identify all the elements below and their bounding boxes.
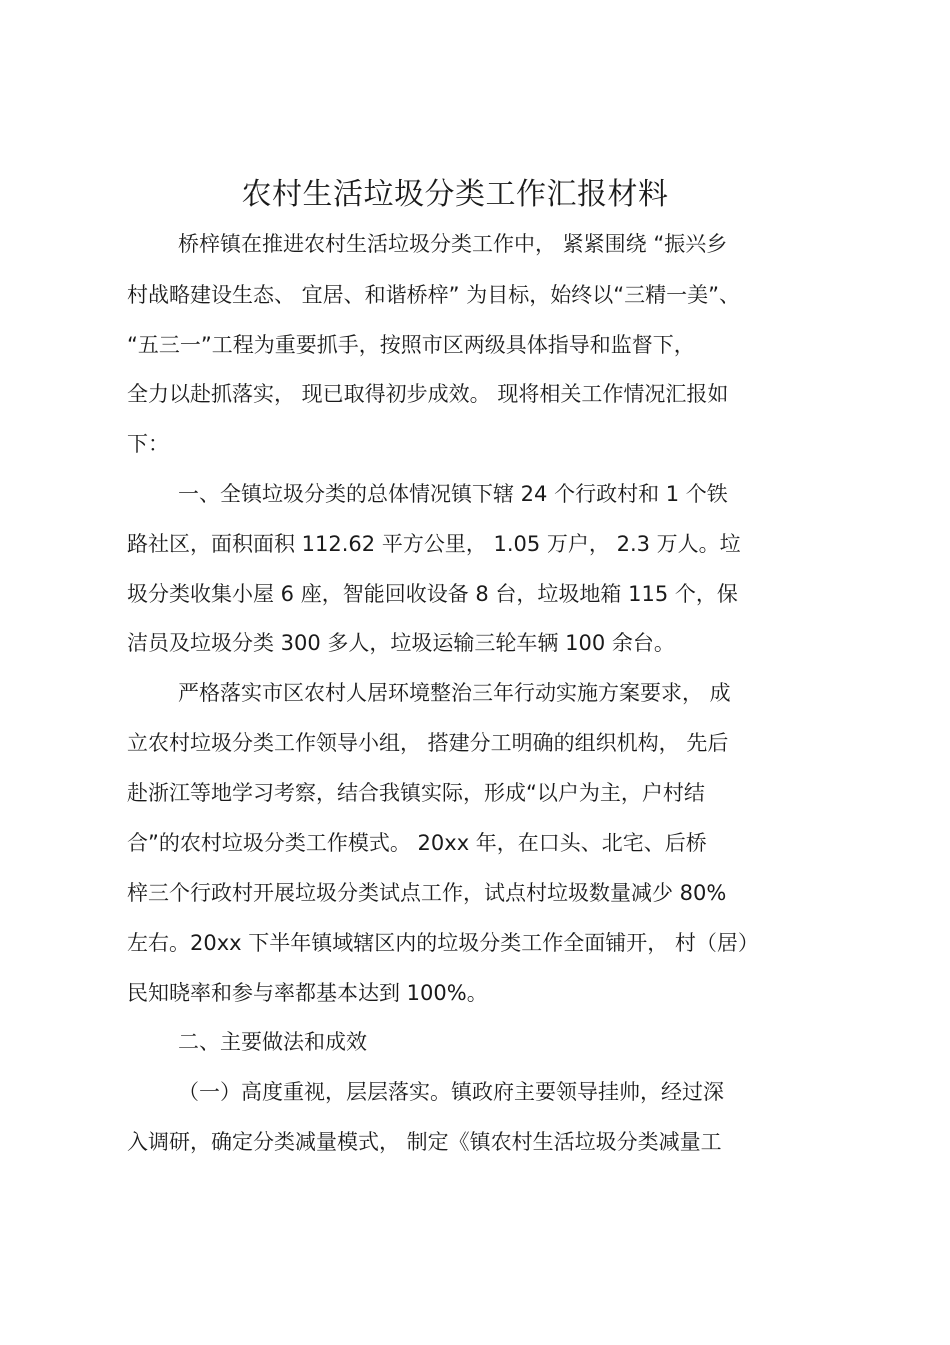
paragraph-line: 洁员及垃圾分类 300 多人，垃圾运输三轮车辆 100 余台。 [127,631,675,655]
paragraph-line: 民知晓率和参与率都基本达到 100%。 [127,981,488,1005]
paragraph-line: 圾分类收集小屋 6 座，智能回收设备 8 台，垃圾地箱 115 个，保 [127,582,738,606]
paragraph-line: （一）高度重视，层层落实。镇政府主要领导挂帅，经过深 [178,1080,724,1104]
paragraph-line: 入调研，确定分类减量模式， 制定《镇农村生活垃圾分类减量工 [127,1130,722,1154]
paragraph-line: 左右。20xx 下半年镇域辖区内的垃圾分类工作全面铺开， 村（居） [127,931,759,955]
paragraph-line: 全力以赴抓落实， 现已取得初步成效。 现将相关工作情况汇报如 [127,382,729,406]
section-heading: 二、主要做法和成效 [178,1030,367,1054]
paragraph-line: 严格落实市区农村人居环境整治三年行动实施方案要求， 成 [178,681,731,705]
document-title: 农村生活垃圾分类工作汇报材料 [241,177,669,212]
paragraph-line: 合”的农村垃圾分类工作模式。 20xx 年，在口头、北宅、后桥 [127,831,707,855]
paragraph-line: 一、全镇垃圾分类的总体情况镇下辖 24 个行政村和 1 个铁 [178,482,728,506]
paragraph-line: 下： [127,432,169,456]
paragraph-line: “五三一”工程为重要抓手，按照市区两级具体指导和监督下， [127,333,695,357]
paragraph-line: 赴浙江等地学习考察，结合我镇实际，形成“以户为主，户村结 [127,781,705,805]
paragraph-line: 路社区，面积面积 112.62 平方公里， 1.05 万户， 2.3 万人。垃 [127,532,741,556]
paragraph-line: 梓三个行政村开展垃圾分类试点工作，试点村垃圾数量减少 80% [127,881,727,905]
paragraph-line: 桥梓镇在推进农村生活垃圾分类工作中， 紧紧围绕 “振兴乡 [178,232,728,256]
paragraph-line: 村战略建设生态、 宜居、和谐桥梓” 为目标，始终以“三精一美”、 [127,283,740,307]
paragraph-line: 立农村垃圾分类工作领导小组， 搭建分工明确的组织机构， 先后 [127,731,729,755]
